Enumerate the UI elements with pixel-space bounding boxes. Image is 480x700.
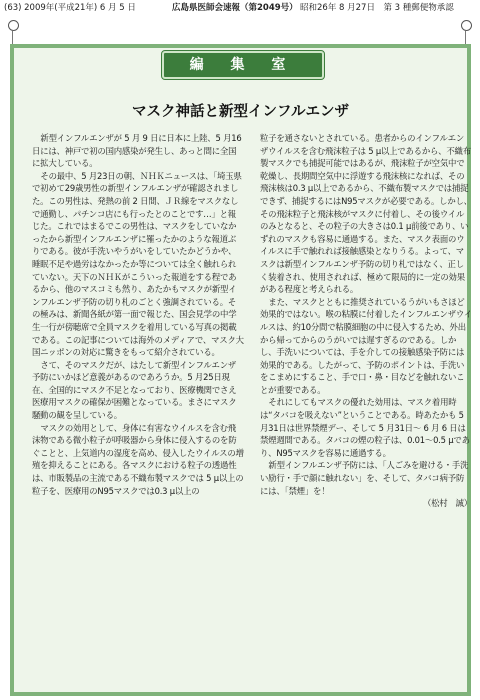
page-header (0, 0, 480, 16)
article-title: マスク神話と新型インフルエンザ (132, 104, 349, 120)
editorial-panel (10, 44, 471, 696)
author-signature: （松村 誠） (422, 498, 472, 509)
article-left-column (32, 132, 244, 497)
article-paragraph: それにしてもマスクの優れた効用は、マスク着用時は“タバコを吸えない”ということである。時あたかも 5 月31日は世界禁煙デー、そして 5 月31日～ 6 月 6 日は禁煙週間である。タバコの煙の粒子は、0.01～0.5 μであり、N95マスクを容易に通過する。 (260, 397, 470, 458)
article-paragraph: また、マスクとともに推奨されているうがいもさほど効果的ではない。喉の粘膜に付着したインフルエンザウイルスは、約10分間で粘膜細胞の中に侵入するため、外出から帰ってからのうがいでは遅すぎるのである。しかし、手洗いについては、手を介しての接触感染予防には効果的である。したがって、予防のポイントは、手洗いをこまめにすること、手で口・鼻・目などを触れないことが重要である。 (260, 296, 472, 395)
binder-hole-icon (461, 20, 472, 31)
article-right-column (260, 132, 472, 510)
publication-title: 広島県医師会速報（第2049号） (172, 3, 298, 13)
article-paragraph: 粒子を通さないとされている。患者からのインフルエンザウイルスを含む飛沫粒子は 5 μ以上であるから、不織布製マスクでも捕捉可能ではあるが、飛沫粒子が空気中で乾燥し、長期間空気中に浮遊する飛沫核になれば、その飛沫核は0.3 μ以上であるから、不織布製マスクでは捕捉できず、捕捉するにはN95マスクが必要である。しかし、その飛沫粒子と飛沫核がマスクに付着し、その後ウイルのみとなると、その粒子の大きさは0.1 μ前後であり、いずれのマスクも容易に通過する。また、マスク表面のウイルスに手で触れれば接触感染となりうる。よって、マスクは新型インフルエンザ予防の切り札ではなく、正しく装着され、使用されれば、極めて限局的に一定の効果がある程度と考えられる。 (260, 133, 472, 295)
section-label: 編 集 室 (162, 51, 324, 79)
article-paragraph: 新型インフルエンザが 5 月 9 日に日本に上陸、5 月16日には、神戸で初の国内感染が発生し、あっと間に全国に拡大している。 (32, 133, 242, 169)
issue-date: (63) 2009年(平成21年) 6 月 5 日 (4, 3, 136, 13)
article-paragraph: さて、そのマスクだが、はたして新型インフルエンザ予防にいかほど意義があるのであろうか。5 月25日現在、全国的にマスク不足となっており、医療機関でさえ医療用マスクの確保が困難となっている。まさにマスク騒動の観を呈している。 (32, 359, 237, 421)
postal-notice: 昭和26年 8 月27日 第 3 種郵便物承認 (300, 3, 454, 13)
article-paragraph: マスクの効用として、身体に有害なウイルスを含む飛沫物である微小粒子が呼吸器から身体に侵入するのを防ぐことと、上気道内の湿度を高め、侵入したウイルスの増殖を抑えることにある。各マスクにおける粒子の透過性は、市販製品の主流である不織布製マスクでは 5 μ以上の粒子を、医療用のN95マスクでは0.3 μ以上の (32, 422, 244, 496)
article-paragraph: 新型インフルエンザ予防には、「人ごみを避ける・手洗い励行・手で顔に触れない」を、そして、タバコ病予防には、「禁煙」を！ (260, 460, 469, 496)
binder-hole-icon (8, 20, 19, 31)
article-paragraph: その最中、5 月23日の朝、ＮＨＫニュースは、「埼玉県で初めて29歳男性の新型インフルエンザが確認されました。この男性は、発熱の前 2 日間、ＪＲ線をマスクなしで通勤し、パチンコ店にも行ったとのことです…」と報じた。これではまるでこの男性は、マスクをしていなかったから新型インフルエンザに罹ったかのような報道ぶりである。彼が手洗いやうがいをしていたかどうかや、睡眠不足や過労はなかったか等については全く触れられていない。天下のＮＨＫがこういった報道をする程であるから、他のマスコミも然り、あたかもマスクが新型インフルエンザ予防の切り札のごとく強調されている。その極みは、新聞各紙が第一面で報じた、国会見学の中学生一行が傍聴席で全員マスクを着用している写真の掲載である。この記事については海外のメディアで、マスク大国ニッポンの対応に驚きをもって紹介されている。 (32, 170, 244, 358)
